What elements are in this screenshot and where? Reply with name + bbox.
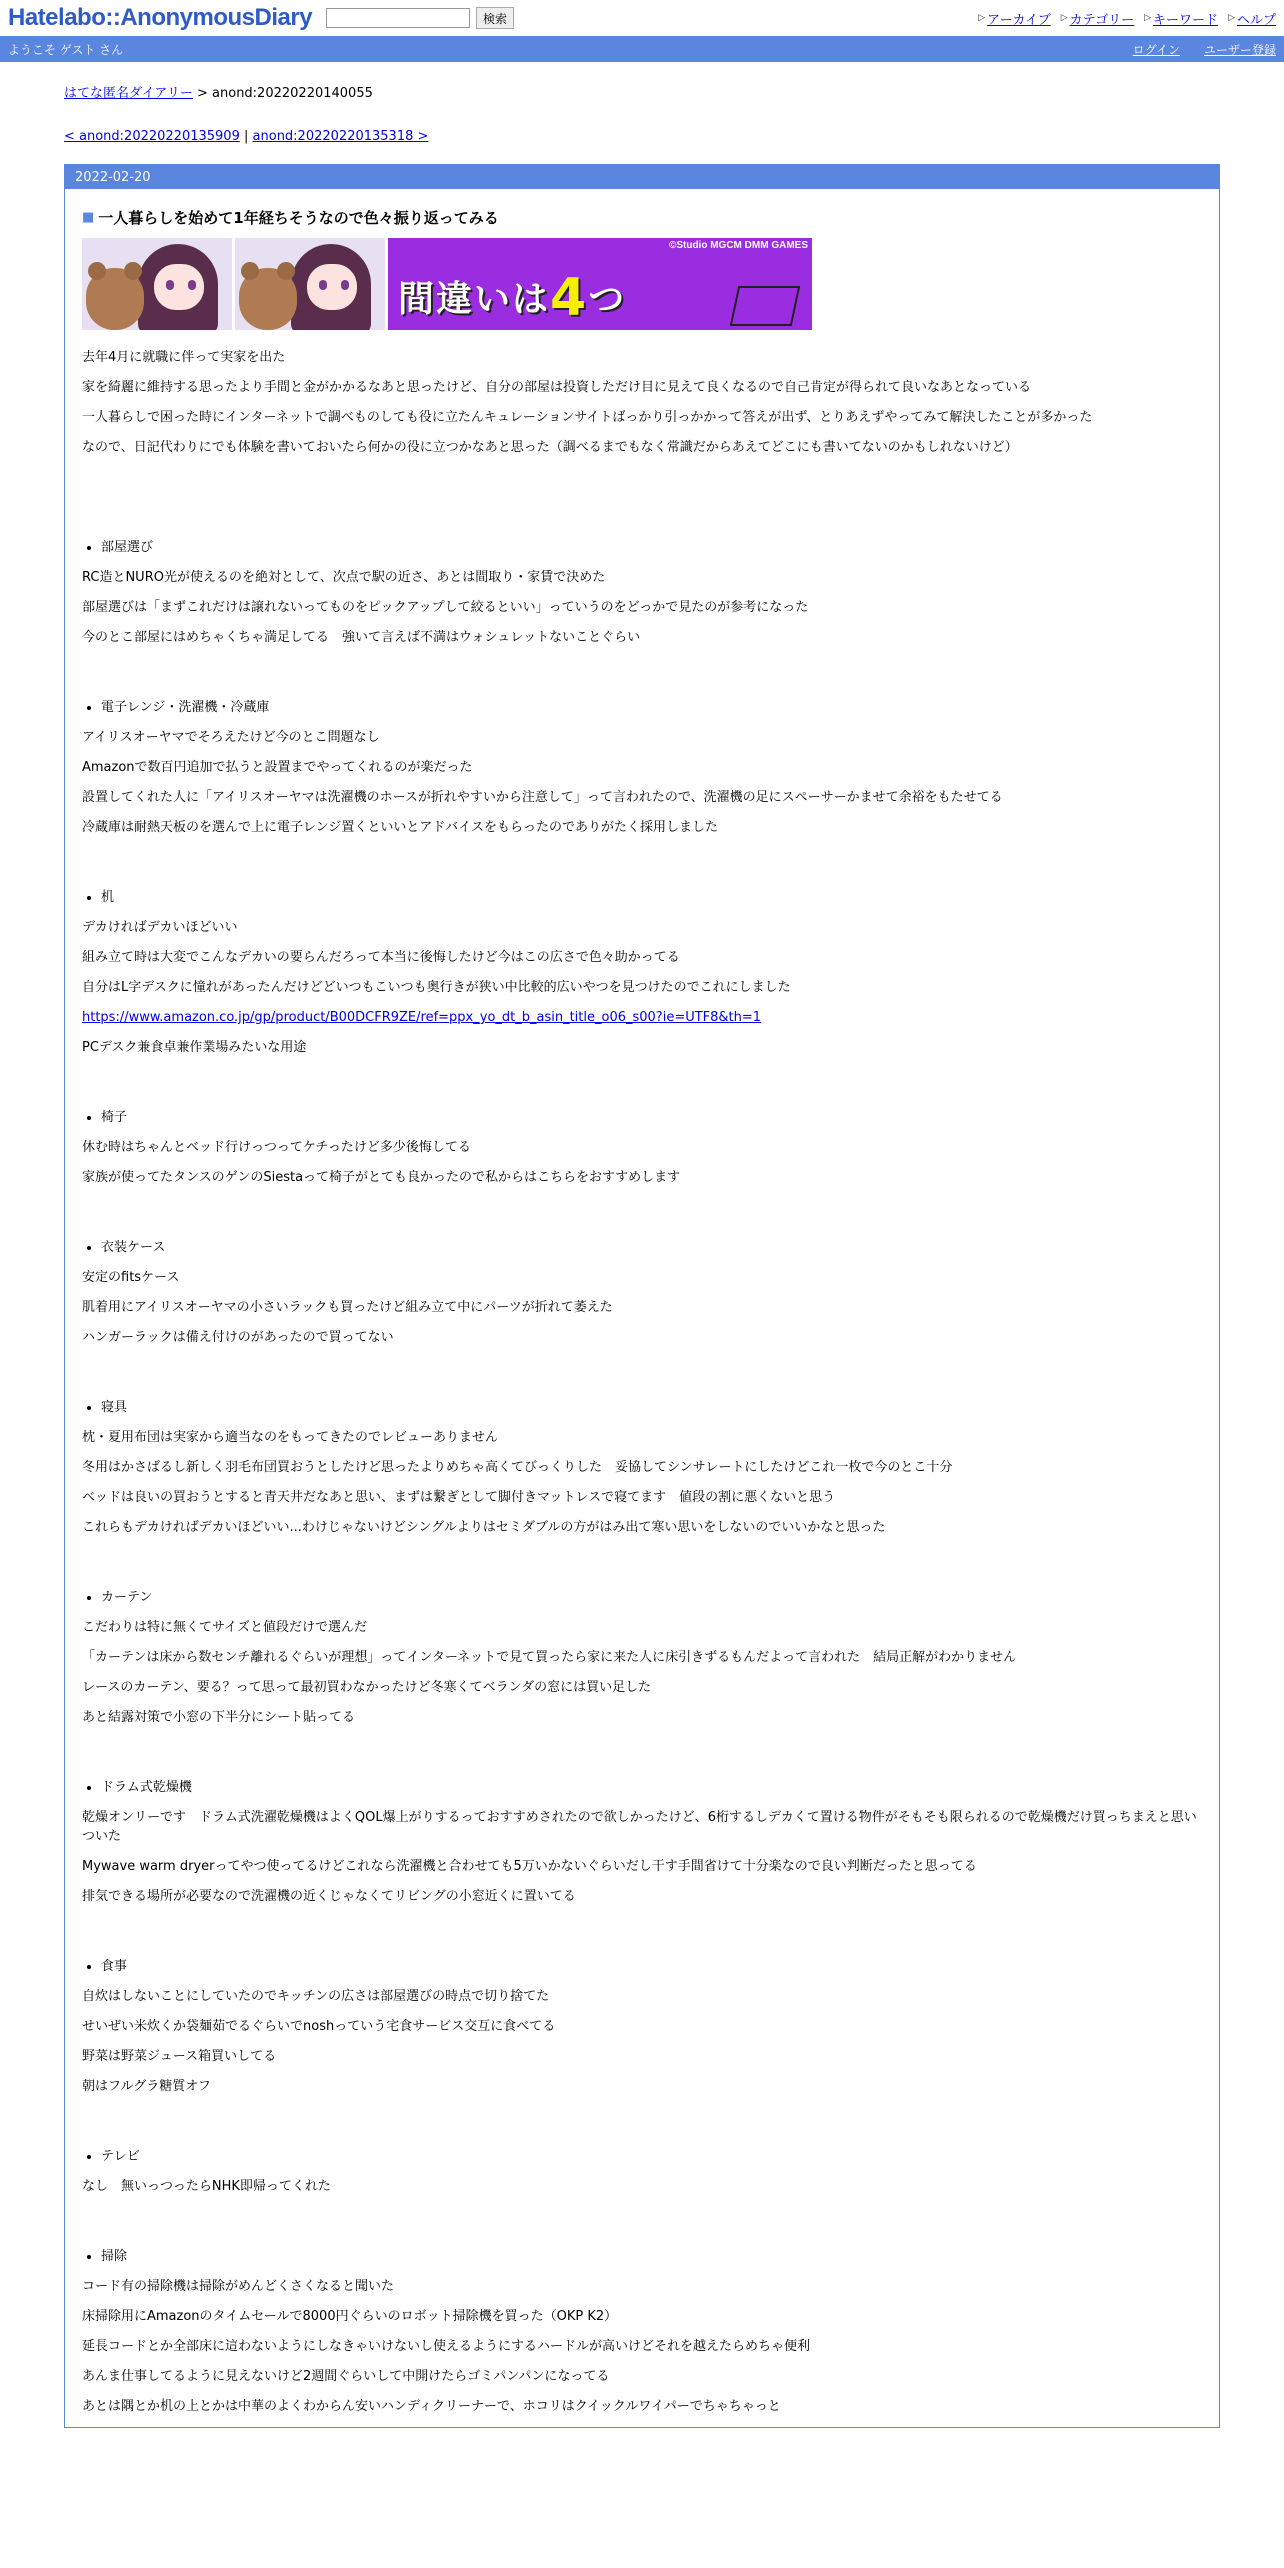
welcome-text: ようこそ ゲスト さん xyxy=(8,42,124,57)
section-heading: • 寝具 xyxy=(101,1398,1202,1417)
paragraph: せいぜい米炊くか袋麺茹でるぐらいでnoshっていう宅食サービス交互に食べてる xyxy=(82,2019,556,2034)
breadcrumb-current: anond:20220220140055 xyxy=(212,86,373,101)
paragraph: 去年4月に就職に伴って実家を出た xyxy=(82,350,286,365)
keyword-link[interactable]: キーワード xyxy=(1153,12,1219,28)
section-heading: • ドラム式乾燥機 xyxy=(101,1778,1202,1797)
banner-headline: 間違いは4つ xyxy=(398,268,627,328)
banner-character-image xyxy=(82,238,235,330)
banner-text-area xyxy=(388,238,812,330)
entry-body xyxy=(65,189,1219,2416)
entry-nav xyxy=(64,129,1220,144)
section-heading: • カーテン xyxy=(101,1588,1202,1607)
paragraph: PCデスク兼食卓兼作業場みたいな用途 xyxy=(82,1040,307,1055)
category-link[interactable]: カテゴリー xyxy=(1069,12,1135,28)
paragraph: 今のとこ部屋にはめちゃくちゃ満足してる 強いて言えば不満はウォシュレットないことぐらい xyxy=(82,630,641,645)
paragraph: 冬用はかさばるし新しく羽毛布団買おうとしたけど思ったよりめちゃ高くてびっくりした 妥協してシンサレートにしたけどこれ一枚で今のとこ十分 xyxy=(82,1460,953,1475)
section-heading-list xyxy=(82,1957,1202,1976)
paragraph: 一人暮らしで困った時にインターネットで調べものしても役に立たんキュレーションサイトばっかり引っかかって答えが出ず、とりあえずやってみて解決したことが多かった xyxy=(82,410,1093,425)
login-link[interactable]: ログイン xyxy=(1132,42,1180,57)
section-heading: • 食事 xyxy=(101,1957,1202,1976)
paragraph: 野菜は野菜ジュース箱買いしてる xyxy=(82,2049,277,2064)
paragraph: 組み立て時は大変でこんなデカいの要らんだろって本当に後悔したけど今はこの広さで色々助かってる xyxy=(82,950,680,965)
paragraph: Mywave warm dryerってやつ使ってるけどこれなら洗濯機と合わせても5万いかないぐらいだし干す手間省けて十分楽なので良い判断だったと思ってる xyxy=(82,1859,977,1874)
paragraph: アイリスオーヤマでそろえたけど今のとこ問題なし xyxy=(82,730,380,745)
section-heading: • 部屋選び xyxy=(101,538,1202,557)
paragraph: ベッドは良いの買おうとすると青天井だなあと思い、まずは繋ぎとして脚付きマットレスで寝てます 値段の割に悪くないと思う xyxy=(82,1490,836,1505)
paragraph: これらもデカければデカいほどいい...わけじゃないけどシングルよりはセミダブルの方がはみ出て寒い思いをしないのでいいかなと思った xyxy=(82,1520,886,1535)
section-heading-list xyxy=(82,1108,1202,1127)
paragraph: コード有の掃除機は掃除がめんどくさくなると聞いた xyxy=(82,2279,395,2294)
search-button[interactable]: 検索 xyxy=(476,7,514,29)
paragraph: 設置してくれた人に「アイリスオーヤマは洗濯機のホースが折れやすいから注意して」って言われたので、洗濯機の足にスペーサーかませて余裕をもたせてる xyxy=(82,790,1003,805)
entry-date: 2022-02-20 xyxy=(75,169,151,185)
section-heading-list xyxy=(82,888,1202,907)
banner-credit: ©Studio MGCM DMM GAMES xyxy=(668,240,808,251)
paragraph: 安定のfitsケース xyxy=(82,1270,180,1285)
paragraph: レースのカーテン、要る？って思って最初買わなかったけど冬寒くてベランダの窓には買い足した xyxy=(82,1680,652,1695)
paragraph: 朝はフルグラ糖質オフ xyxy=(82,2079,211,2094)
entry-section xyxy=(64,164,1220,2428)
section-heading-list xyxy=(82,538,1202,557)
section-heading-list xyxy=(82,1778,1202,1797)
paragraph: こだわりは特に無くてサイズと値段だけで選んだ xyxy=(82,1620,367,1635)
next-entry-link[interactable]: anond:20220220135318 > xyxy=(252,129,429,144)
paragraph: 冷蔵庫は耐熱天板のを選んで上に電子レンジ置くといいとアドバイスをもらったのでありがたく採用しました xyxy=(82,820,718,835)
header-nav xyxy=(978,9,1276,28)
triangle-icon: ▷ xyxy=(1228,13,1235,23)
section-heading: • 衣装ケース xyxy=(101,1238,1202,1257)
paragraph: 枕・夏用布団は実家から適当なのをもってきたのでレビューありません xyxy=(82,1430,499,1445)
nav-separator: | xyxy=(244,129,249,144)
breadcrumb-separator: > xyxy=(196,86,208,101)
help-link[interactable]: ヘルプ xyxy=(1236,12,1276,28)
paragraph: 自炊はしないことにしていたのでキッチンの広さは部屋選びの時点で切り捨てた xyxy=(82,1989,550,2004)
paragraph: 家族が使ってたタンスのゲンのSiestaって椅子がとても良かったので私からはこちらをおすすめします xyxy=(82,1170,681,1185)
game-logo xyxy=(730,286,801,326)
section-heading: • 電子レンジ・洗濯機・冷蔵庫 xyxy=(101,698,1202,717)
paragraph: あんま仕事してるように見えないけど2週間ぐらいして中開けたらゴミパンパンになってる xyxy=(82,2369,610,2384)
entry-title-text: 一人暮らしを始めて1年経ちそうなので色々振り返ってみる xyxy=(98,209,499,227)
paragraph: Amazonで数百円追加で払うと設置までやってくれるのが楽だった xyxy=(82,760,473,775)
breadcrumb xyxy=(64,82,1220,101)
paragraph: 休む時はちゃんとベッド行けっつってケチったけど多少後悔してる xyxy=(82,1140,471,1155)
section-heading: • テレビ xyxy=(101,2147,1202,2166)
main-content xyxy=(64,82,1220,2428)
paragraph: デカければデカいほどいい xyxy=(82,920,238,935)
paragraph: 部屋選びは「まずこれだけは譲れないってものをピックアップして絞るといい」っていうのをどっかで見たのが参考になった xyxy=(82,600,809,615)
paragraph: 家を綺麗に維持する思ったより手間と金がかかるなあと思ったけど、自分の部屋は投資しただけ目に見えて良くなるので自己肯定が得られて良いなあとなっている xyxy=(82,380,1032,395)
date-bar xyxy=(65,165,1219,189)
triangle-icon: ▷ xyxy=(1144,13,1152,23)
section-heading: • 掃除 xyxy=(101,2247,1202,2266)
paragraph: ハンガーラックは備え付けのがあったので買ってない xyxy=(82,1330,394,1345)
section-heading-list xyxy=(82,698,1202,717)
entry-intro xyxy=(82,348,1202,457)
triangle-icon: ▷ xyxy=(1060,13,1068,23)
paragraph: なので、日記代わりにでも体験を書いておいたら何かの役に立つかなあと思った（調べるまでもなく常識だからあえてどこにも書いてないのかもしれないけど） xyxy=(82,440,1018,455)
paragraph: あと結露対策で小窓の下半分にシート貼ってる xyxy=(82,1710,356,1725)
paragraph: なし 無いっつったらNHK即帰ってくれた xyxy=(82,2179,331,2194)
entry-title xyxy=(82,207,1202,228)
paragraph: 床掃除用にAmazonのタイムセールで8000円ぐらいのロボット掃除機を買った（OKP K2） xyxy=(82,2309,618,2324)
paragraph: 自分はL字デスクに憧れがあったんだけどどいつもこいつも奥行きが狭い中比較的広いやつを見つけたのでこれにしました xyxy=(82,980,791,995)
banner-character-image xyxy=(235,238,388,330)
link-paragraph xyxy=(82,1008,1202,1027)
section-heading: • 机 xyxy=(101,888,1202,907)
paragraph: 延長コードとか全部床に這わないようにしなきゃいけないし使えるようにするハードルが高いけどそれを越えたらめちゃ便利 xyxy=(82,2339,811,2354)
paragraph: あとは隅とか机の上とかは中華のよくわからん安いハンディクリーナーで、ホコリはクイックルワイパーでちゃちゃっと xyxy=(82,2399,781,2414)
section-heading-list xyxy=(82,2147,1202,2166)
archive-link[interactable]: アーカイブ xyxy=(987,12,1051,28)
triangle-icon: ▷ xyxy=(978,13,986,23)
paragraph: 肌着用にアイリスオーヤマの小さいラックも買ったけど組み立て中にパーツが折れて萎えた xyxy=(82,1300,613,1315)
section-heading-list xyxy=(82,1588,1202,1607)
search-input[interactable] xyxy=(326,8,470,28)
section-heading: • 椅子 xyxy=(101,1108,1202,1127)
paragraph: 「カーテンは床から数センチ離れるぐらいが理想」ってインターネットで見て買ったら家に来た人に床引きずるもんだよって言われた 結局正解がわかりません xyxy=(82,1650,1017,1665)
user-bar xyxy=(0,36,1284,62)
register-link[interactable]: ユーザー登録 xyxy=(1203,42,1276,57)
entry-sections xyxy=(82,538,1202,2416)
square-icon[interactable]: ■ xyxy=(82,210,95,225)
section-heading-list xyxy=(82,2247,1202,2266)
header xyxy=(0,0,1284,36)
prev-entry-link[interactable]: < anond:20220220135909 xyxy=(64,129,240,144)
paragraph: RC造とNURO光が使えるのを絶対として、次点で駅の近さ、あとは間取り・家賃で決めた xyxy=(82,570,606,585)
amazon-product-link[interactable]: https://www.amazon.co.jp/gp/product/B00DCFR9ZE/ref=ppx_yo_dt_b_asin_title_o06_s00?ie=UTF8&th=1 xyxy=(82,1010,762,1025)
section-heading-list xyxy=(82,1238,1202,1257)
section-heading-list xyxy=(82,1398,1202,1417)
ad-banner[interactable] xyxy=(82,238,812,330)
paragraph: 排気できる場所が必要なので洗濯機の近くじゃなくてリビングの小窓近くに置いてる xyxy=(82,1889,576,1904)
paragraph: 乾燥オンリーです ドラム式洗濯乾燥機はよくQOL爆上がりするっておすすめされたので欲しかったけど、6桁するしデカくて置ける物件がそもそも限られるので乾燥機だけ買っちまえと思いついた xyxy=(82,1810,1197,1844)
breadcrumb-home-link[interactable]: はてな匿名ダイアリー xyxy=(64,86,193,101)
site-logo[interactable]: Hatelabo::AnonymousDiary xyxy=(8,4,313,31)
